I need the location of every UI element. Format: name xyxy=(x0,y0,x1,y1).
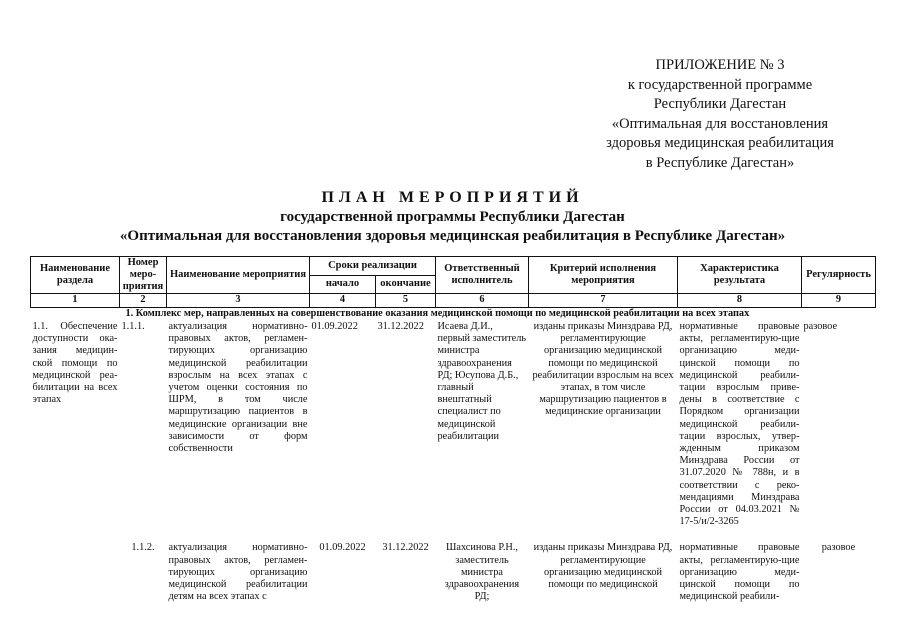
table-header-row xyxy=(31,257,876,276)
appendix-line: к государственной программе xyxy=(627,76,813,93)
cell-end: 31.12.2022 xyxy=(382,542,429,554)
cell-number: 1.1.2. xyxy=(131,542,155,554)
appendix-number: ПРИЛОЖЕНИЕ № 3 xyxy=(655,57,785,73)
cell-name: актуализация нормативно-правовых актов, регламен-тирующих организацию медицинской реабилитации детям на всех этапах с xyxy=(168,542,308,603)
column-number-row xyxy=(31,294,876,308)
table-row xyxy=(31,542,876,603)
column-number: 3 xyxy=(167,294,310,308)
appendix-line: «Оптимальная для восстановления xyxy=(611,115,829,132)
appendix-line: здоровья медицинская реабилитация xyxy=(606,135,834,151)
header-event-name: Наименование мероприятия xyxy=(167,257,310,294)
plan-title: ПЛАН МЕРОПРИЯТИЙ xyxy=(321,189,584,206)
header-criteria: Критерий исполнения мероприятия xyxy=(529,257,678,294)
cell-start: 01.09.2022 xyxy=(311,321,358,332)
section-heading: 1. Комплекс мер, направленных на совершенствование оказания медицинской помощи по медицинской реабилитации на всех этапах xyxy=(31,308,876,322)
header-result: Характеристика результата xyxy=(678,257,802,294)
cell-responsible: Шахсинова Р.Н., заместитель министра здравоохранения РД; xyxy=(444,542,520,603)
cell-start: 01.09.2022 xyxy=(319,542,366,554)
header-regularity: Регулярность xyxy=(802,257,876,294)
appendix-line: Республики Дагестан xyxy=(653,96,787,112)
header-event-number: Номер меро-приятия xyxy=(120,257,167,294)
cell-name: актуализация нормативно-правовых актов, регламен-тирующих организацию медицинской реабилитации взрослым на всех этапах с учетом оценки состояния по ШРМ, в том числе маршрутизацию пациентов в медицинские организации вне зависимости от форм собственности xyxy=(168,321,308,455)
spacer-cell xyxy=(31,528,876,542)
cell-end: 31.12.2022 xyxy=(377,321,424,332)
cell-criteria: изданы приказы Минздрава РД, регламентирующие организацию медицинской помощи по медицинской реабилитации взрослым на всех этапах, в том числе маршрутизацию пациентов в медицинские организации xyxy=(532,321,674,418)
plan-subtitle: «Оптимальная для восстановления здоровья медицинская реабилитация в Республике Дагестан» xyxy=(119,228,786,244)
column-number: 8 xyxy=(678,294,802,308)
header-section-name: Наименование раздела xyxy=(31,257,120,294)
column-number: 4 xyxy=(310,294,376,308)
appendix-line: в Республике Дагестан» xyxy=(645,154,795,171)
plan-table xyxy=(30,256,876,603)
cell-responsible: Исаева Д.И., первый заместитель министра здравоохранения РД; Юсупова Д.Б., главный внештатный специалист по медицинской реабилитации xyxy=(437,321,527,442)
cell-number: 1.1.1. xyxy=(121,321,145,332)
row-spacer xyxy=(31,528,876,542)
section-heading-row xyxy=(31,308,876,322)
document-title xyxy=(0,188,905,246)
cell-result: нормативные правовые акты, регламентирую-щие организацию меди-цинской помощи по медицинской реабили-тации взрослым приве-дены в соответствие с Порядком организации медицинской реабили-тации взрослых, утвер-жденным приказом Минздрава России от 31.07.2020 № 788н, и в соответствии с реко-мендациями Минздрава России от 04.03.2021 № 17-5/и/2-3265 xyxy=(679,321,800,528)
appendix-block xyxy=(590,56,850,173)
header-deadlines: Сроки реализации xyxy=(310,257,436,276)
header-responsible: Ответственный исполнитель xyxy=(436,257,529,294)
cell-regularity: разовое xyxy=(821,542,856,554)
cell-result: нормативные правовые акты, регламентирую-щие организацию меди-цинской помощи по медицинской реабили- xyxy=(679,542,800,603)
cell-criteria: изданы приказы Минздрава РД, регламентирующие организацию медицинской помощи по медицинской xyxy=(533,542,673,591)
header-end: окончание xyxy=(376,275,436,294)
plan-subtitle: государственной программы Республики Дагестан xyxy=(280,209,625,225)
cell-section: 1.1. Обеспечение доступности ока-зания медицин-ской помощи по медицинской реа-билитации на всех этапах xyxy=(32,321,118,406)
column-number: 7 xyxy=(529,294,678,308)
header-start: начало xyxy=(310,275,376,294)
column-number: 9 xyxy=(802,294,876,308)
cell-section xyxy=(31,542,120,603)
cell-regularity: разовое xyxy=(803,321,838,332)
column-number: 2 xyxy=(120,294,167,308)
column-number: 6 xyxy=(436,294,529,308)
table-row xyxy=(31,321,876,528)
column-number: 5 xyxy=(376,294,436,308)
column-number: 1 xyxy=(31,294,120,308)
